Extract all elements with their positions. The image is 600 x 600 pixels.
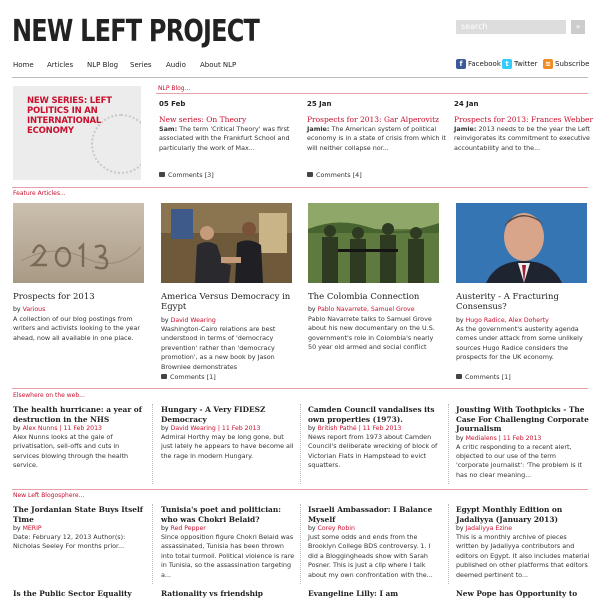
link-source[interactable]: Medialens | 11 Feb 2013	[465, 434, 542, 442]
feature-byline	[456, 317, 549, 324]
post-excerpt	[454, 125, 594, 153]
comments-label: Comments [4]	[316, 171, 362, 179]
link-byline	[308, 525, 442, 532]
blog-link-item	[161, 505, 295, 580]
series-promo-banner[interactable]	[13, 86, 141, 180]
comment-icon	[456, 374, 462, 379]
post-excerpt-text: The American system of political economy is in a state of crisis from which it will neither collapse nor...	[307, 125, 446, 152]
feature-comments-link[interactable]	[456, 373, 511, 381]
link-source[interactable]: Alex Nunns | 11 Feb 2013	[22, 425, 102, 432]
comment-icon	[161, 374, 167, 379]
subscribe-link[interactable]	[543, 59, 589, 69]
link-byline	[161, 425, 295, 432]
link-title[interactable]: The health hurricane: a year of destruction in the NHS	[13, 405, 142, 424]
blog-link-item	[456, 505, 590, 580]
post-author: Jamie:	[307, 125, 330, 133]
link-byline	[13, 425, 147, 432]
link-excerpt: Just some odds and ends from the Brooklyn College BDS controversy. 1. I did a Bloggingheads show with Sarah Posner. This is just a clip where I talk about my own confrontation with the...	[308, 533, 433, 579]
comments-label: Comments [3]	[168, 171, 214, 179]
post-author: Jamie:	[454, 125, 477, 133]
feature-title[interactable]: The Colombia Connection	[308, 292, 420, 302]
byline-prefix: by	[13, 306, 21, 313]
column-divider	[152, 504, 153, 584]
link-byline	[456, 525, 590, 532]
blog-link-item	[308, 505, 442, 580]
blogosphere-rule	[12, 489, 588, 490]
blog-post	[159, 100, 299, 153]
link-title[interactable]: Is the Public Sector Equality	[13, 589, 132, 598]
comment-icon	[159, 172, 165, 177]
comments-label: Comments [1]	[465, 373, 511, 381]
web-link-item	[456, 405, 590, 480]
twitter-link[interactable]	[502, 59, 537, 69]
header-divider	[12, 77, 588, 78]
byline-prefix: by	[13, 425, 21, 432]
post-excerpt-text: The term 'Critical Theory' was first associated with the Frankfurt School and particularly the work of Max...	[159, 125, 290, 152]
feature-byline	[13, 306, 45, 313]
feature-author-link[interactable]: Hugo Radice, Alex Doherty	[465, 317, 549, 324]
facebook-label: Facebook	[468, 60, 501, 68]
twitter-icon: t	[502, 59, 512, 69]
feature-image-egypt-meeting[interactable]	[161, 203, 292, 283]
site-logo[interactable]: NEW LEFT PROJECT	[12, 14, 260, 49]
feature-author-link[interactable]: David Wearing	[170, 317, 216, 324]
nav-item-series[interactable]: Series	[130, 61, 152, 69]
elsewhere-section-heading[interactable]: Elsewhere on the web...	[13, 392, 85, 399]
post-date: 24 Jan	[454, 100, 479, 108]
post-excerpt-text: 2013 needs to be the year the Left reinvigorates its commitment to executive accountability and to the...	[454, 125, 590, 152]
nav-item-about[interactable]: About NLP	[200, 61, 237, 69]
search-input[interactable]: search	[456, 20, 566, 34]
facebook-link[interactable]	[456, 59, 501, 69]
facebook-icon: f	[456, 59, 466, 69]
column-divider	[152, 404, 153, 484]
post-date: 05 Feb	[159, 100, 186, 108]
byline-prefix: by	[308, 525, 316, 532]
blog-rule	[156, 93, 588, 94]
rss-icon: ≋	[543, 59, 553, 69]
link-source[interactable]: British Pathé | 11 Feb 2013	[317, 425, 402, 432]
column-divider	[448, 404, 449, 484]
link-title[interactable]: The Jordanian State Buys Itself Time	[13, 505, 143, 524]
byline-prefix: by	[161, 317, 169, 324]
byline-prefix: by	[456, 317, 464, 324]
link-title[interactable]: Rationality vs friendship	[161, 589, 263, 598]
feature-excerpt: Pablo Navarrete talks to Samuel Grove about his new documentary on the U.S. government's role in Colombia's nearly 50 year old armed and social conflict	[308, 315, 435, 352]
link-title[interactable]: Camden Council vandalises its own properties (1973).	[308, 405, 435, 424]
post-comments-link[interactable]	[159, 171, 214, 179]
blogosphere-section-heading[interactable]: New Left Blogosphere...	[13, 492, 85, 499]
blog-section-heading[interactable]: NLP Blog...	[158, 85, 191, 92]
byline-prefix: by	[308, 425, 316, 432]
search-button[interactable]: »	[571, 20, 585, 34]
byline-prefix: by	[456, 434, 464, 442]
post-comments-link[interactable]	[307, 171, 362, 179]
post-title[interactable]: Prospects for 2013: Frances Webber	[454, 115, 594, 124]
feature-title[interactable]: Austerity - A Fracturing Consensus?	[456, 292, 559, 312]
feature-byline	[308, 306, 415, 313]
post-excerpt	[159, 125, 299, 153]
feature-byline	[161, 317, 216, 324]
link-title[interactable]: Jousting With Toothpicks - The Case For Challenging Corporate Journalism	[456, 405, 589, 433]
feature-excerpt: As the government's austerity agenda comes under attack from some unlikely sources Hugo Radice considers the prospects for the UK economy.	[456, 325, 583, 362]
features-rule	[12, 187, 588, 188]
link-source[interactable]: Corey Robin	[317, 525, 355, 532]
feature-excerpt: Washington-Cairo relations are best understood in terms of 'democracy prevention' rather than 'democracy promotion', as a new book by Jason Brownlee demonstrates	[161, 325, 276, 371]
link-source[interactable]: Red Pepper	[170, 525, 206, 532]
byline-prefix: by	[308, 306, 316, 313]
link-byline	[308, 425, 442, 432]
link-excerpt: Admiral Horthy may be long gone, but just lately he appears to have become all the rage in modern Hungary.	[161, 433, 294, 460]
link-byline	[161, 525, 295, 532]
column-divider	[448, 504, 449, 584]
link-title[interactable]: Egypt Monthly Edition on Jadaliyya (January 2013)	[456, 505, 563, 524]
features-section-heading[interactable]: Feature Articles...	[13, 190, 66, 197]
post-author: Sam:	[159, 125, 178, 133]
nav-item-audio[interactable]: Audio	[166, 61, 186, 69]
post-date: 25 Jan	[307, 100, 332, 108]
nav-item-articles[interactable]: Articles	[47, 61, 74, 69]
link-title[interactable]: Evangeline Lilly: I am	[308, 589, 399, 598]
post-title[interactable]: New series: On Theory	[159, 115, 247, 124]
promo-text: NEW SERIES: LEFT POLITICS IN AN INTERNATIONAL ECONOMY	[27, 96, 112, 136]
byline-prefix: by	[456, 525, 464, 532]
feature-image-sand-2013[interactable]	[13, 203, 144, 283]
blog-post	[454, 100, 594, 153]
elsewhere-rule	[12, 388, 588, 389]
link-byline	[456, 435, 590, 442]
byline-prefix: by	[161, 525, 169, 532]
link-excerpt: A critic responding to a recent alert, objected to our use of the term 'corporate journalist': 'The problem is it has no clear meaning...	[456, 442, 582, 479]
web-link-item	[308, 405, 442, 471]
comments-label: Comments [1]	[170, 373, 216, 381]
link-excerpt: This is a monthly archive of pieces written by Jadaliyya contributors and editors on Egypt. It also includes material published on other platforms that editors deemed pertinent to...	[456, 533, 590, 579]
link-source[interactable]: Jadaliyya Ezine	[465, 525, 513, 532]
byline-prefix: by	[161, 425, 169, 432]
link-title[interactable]: Tunisia's poet and politician: who was Chokri Belaid?	[161, 505, 281, 524]
feature-image-colombia-soldiers[interactable]	[308, 203, 439, 283]
feature-author-link[interactable]: Various	[22, 306, 46, 313]
post-excerpt	[307, 125, 447, 153]
nav-item-home[interactable]: Home	[13, 61, 34, 69]
subscribe-label: Subscribe	[555, 60, 590, 68]
feature-comments-link[interactable]	[161, 373, 216, 381]
link-title[interactable]: Israeli Ambassador: I Balance Myself	[308, 505, 433, 524]
column-divider	[300, 404, 301, 484]
feature-excerpt: A collection of our blog postings from writers and activists looking to the year ahead, now all available in one place.	[13, 315, 141, 342]
comment-icon	[307, 172, 313, 177]
link-excerpt: Date: February 12, 2013 Author(s): Nicholas Seeley For months prior...	[13, 533, 126, 551]
link-source[interactable]: MERIP	[22, 525, 42, 532]
column-divider	[300, 504, 301, 584]
twitter-label: Twitter	[514, 60, 538, 68]
link-title[interactable]: New Pope has Opportunity to	[456, 589, 578, 598]
feature-author-link[interactable]: Pablo Navarrete, Samuel Grove	[317, 306, 415, 313]
link-excerpt: News report from 1973 about Camden Council's deliberate wrecking of block of Victorian Flats in Hampstead to evict squatters.	[308, 433, 438, 470]
nav-item-nlp-blog[interactable]: NLP Blog	[87, 61, 119, 69]
web-link-item	[161, 405, 295, 461]
feature-image-portrait[interactable]	[456, 203, 587, 283]
byline-prefix: by	[13, 525, 21, 532]
link-excerpt: Alex Nunns looks at the gale of privatisation, sell-offs and cuts in services blowing through the health service.	[13, 433, 129, 470]
link-title[interactable]: Hungary - A Very FIDESZ Democracy	[161, 405, 266, 424]
web-link-item	[13, 405, 147, 471]
link-byline	[13, 525, 147, 532]
feature-title[interactable]: America Versus Democracy in Egypt	[161, 292, 291, 312]
link-excerpt: Since opposition figure Chokri Belaid was assassinated, Tunisia has been thrown into total turmoil. Political violence is rare in Tunisia, so the assassination targeting a...	[161, 533, 295, 579]
blog-link-item	[13, 505, 147, 552]
link-source[interactable]: David Wearing | 11 Feb 2013	[170, 425, 261, 432]
blog-post	[307, 100, 447, 153]
post-title[interactable]: Prospects for 2013: Gar Alperovitz	[307, 115, 440, 124]
feature-title[interactable]: Prospects for 2013	[13, 292, 95, 302]
